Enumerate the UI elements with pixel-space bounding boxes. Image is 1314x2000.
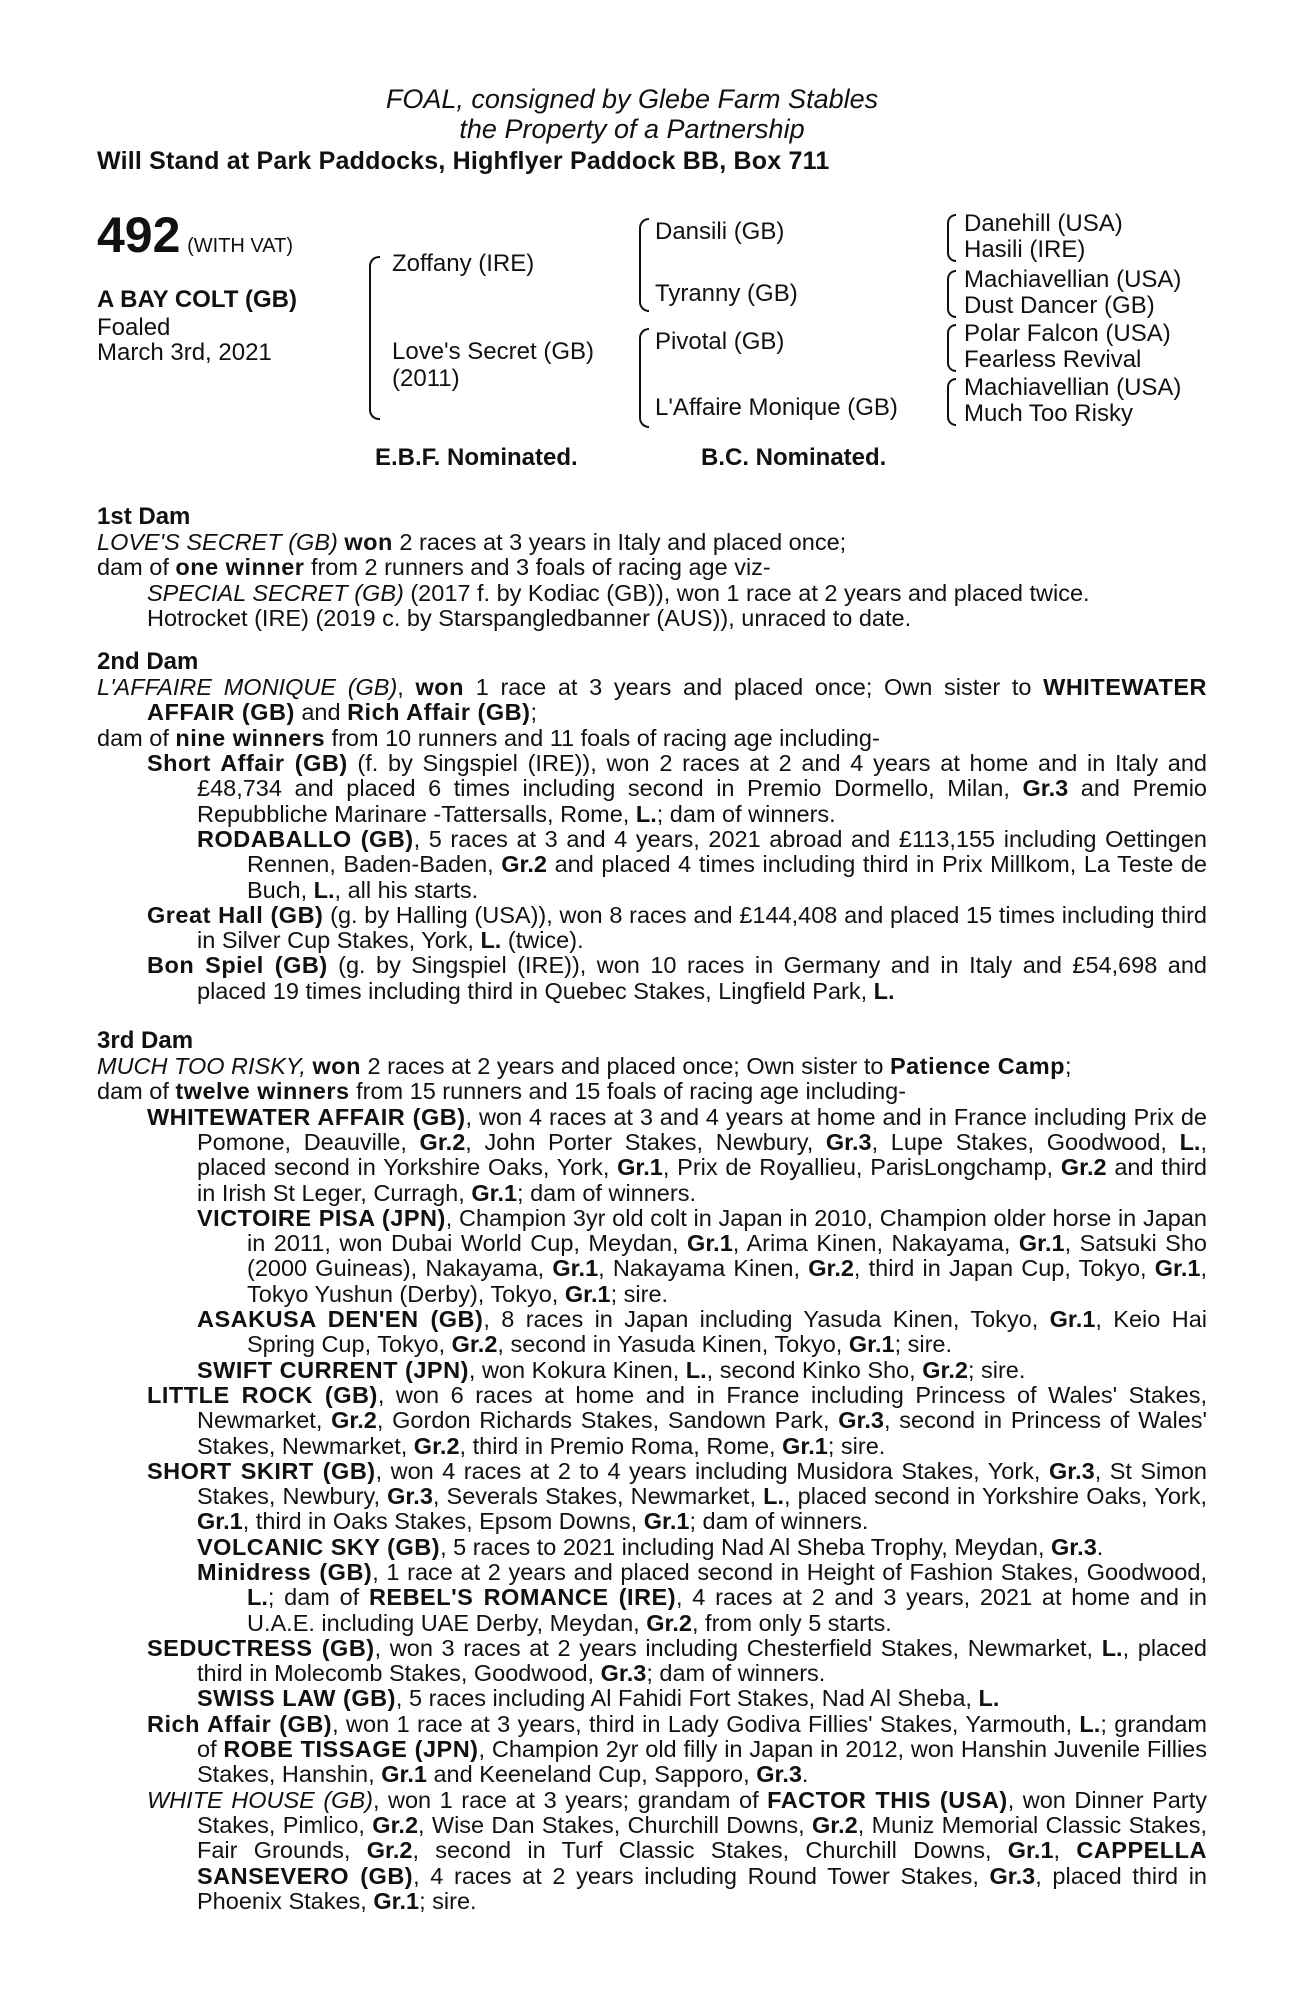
dam-dam: L'Affaire Monique (GB) bbox=[655, 394, 898, 421]
produce-item: VOLCANIC SKY (GB), 5 races to 2021 including Nad Al Sheba Trophy, Meydan, Gr.3. bbox=[197, 1533, 1104, 1560]
foaled-label: Foaled bbox=[97, 314, 171, 341]
produce-item: VICTOIRE PISA (JPN), Champion 3yr old colt in Japan in 2010, Champion older horse in Japan in 2011, won Dubai World Cup, Meydan, Gr.1, Arima Kinen, Nakayama, Gr.1, Satsuki Sho (2000 Guineas), Nakayama, Gr.1, Nakayama Kinen, Gr.2, third in Japan Cup, Tokyo, Gr.1, Tokyo Yushun (Derby), Tokyo, Gr.1; sire. bbox=[197, 1204, 1207, 1307]
bracket-sire-dam bbox=[369, 256, 380, 420]
vat-label: (WITH VAT) bbox=[187, 235, 294, 257]
granddam-line-8: Much Too Risky bbox=[964, 400, 1133, 427]
granddam-line-2: Hasili (IRE) bbox=[964, 236, 1086, 263]
produce-item: RODABALLO (GB), 5 races at 3 and 4 years, 2021 abroad and £113,155 including Oettingen Rennen, Baden-Baden, Gr.2 and placed 4 times including third in Prix Millkom, La Teste de Buch, L., all his starts. bbox=[197, 825, 1207, 903]
dam-name: Love's Secret (GB) bbox=[392, 338, 594, 365]
produce-item: Hotrocket (IRE) (2019 c. by Starspangledbanner (AUS)), unraced to date. bbox=[147, 604, 912, 631]
bracket-g2 bbox=[947, 270, 956, 318]
second-dam-heading: 2nd Dam bbox=[97, 648, 199, 676]
sire-name: Zoffany (IRE) bbox=[392, 250, 535, 277]
sire-sire: Dansili (GB) bbox=[655, 218, 785, 245]
stand-location: Will Stand at Park Paddocks, Highflyer Paddock BB, Box 711 bbox=[97, 147, 830, 175]
bracket-g1 bbox=[947, 214, 956, 262]
horse-title: A BAY COLT (GB) bbox=[97, 286, 298, 313]
produce-item: LITTLE ROCK (GB), won 6 races at home and in France including Princess of Wales' Stakes, Newmarket, Gr.2, Gordon Richards Stakes, Sandown Park, Gr.3, second in Princess of Wales' Stakes, Newmarket, Gr.2, third in Premio Roma, Rome, Gr.1; sire. bbox=[147, 1381, 1208, 1459]
produce-item: Bon Spiel (GB) (g. by Singspiel (IRE)), won 10 races in Germany and in Italy and £54,698 and placed 19 times including third in Quebec Stakes, Lingfield Park, L. bbox=[147, 952, 1207, 1004]
first-dam-heading: 1st Dam bbox=[97, 503, 191, 530]
third-dam-summary: MUCH TOO RISKY, won 2 races at 2 years and placed once; Own sister to Patience Camp; bbox=[97, 1053, 1072, 1080]
granddam-line-7: Machiavellian (USA) bbox=[964, 374, 1182, 401]
produce-item: SPECIAL SECRET (GB) (2017 f. by Kodiac (GB)), won 1 race at 2 years and placed twice. bbox=[147, 579, 1090, 606]
granddam-line-5: Polar Falcon (USA) bbox=[964, 320, 1171, 347]
produce-item: SEDUCTRESS (GB), won 3 races at 2 years including Chesterfield Stakes, Newmarket, L., placed third in Molecomb Stakes, Goodwood, Gr.3; dam of winners. bbox=[147, 1634, 1207, 1687]
bc-nomination: B.C. Nominated. bbox=[701, 444, 887, 471]
second-dam-section bbox=[97, 649, 1207, 1004]
consignor-line-1: FOAL, consigned by Glebe Farm Stables bbox=[385, 84, 879, 114]
bracket-dam-parents bbox=[639, 328, 649, 428]
produce-item: WHITEWATER AFFAIR (GB), won 4 races at 3 and 4 years at home and in France including Prix de Pomone, Deauville, Gr.2, John Porter Stakes, Newbury, Gr.3, Lupe Stakes, Goodwood, L., placed second in Yorkshire Oaks, York, Gr.1, Prix de Royallieu, ParisLongchamp, Gr.2 and third in Irish St Leger, Curragh, Gr.1; dam of winners. bbox=[147, 1103, 1208, 1206]
foaling-date: March 3rd, 2021 bbox=[97, 339, 272, 366]
third-dam-produce: dam of twelve winners from 15 runners and 15 foals of racing age including- bbox=[97, 1078, 907, 1105]
produce-item: Rich Affair (GB), won 1 race at 3 years, third in Lady Godiva Fillies' Stakes, Yarmouth, L.; grandam of ROBE TISSAGE (JPN), Champion 2yr old filly in Japan in 2012, won Hanshin Juvenile Fillies Stakes, Hanshin, Gr.1 and Keeneland Cup, Sapporo, Gr.3. bbox=[147, 1710, 1207, 1788]
lot-number-block bbox=[97, 207, 294, 263]
third-dam-section bbox=[97, 1028, 1207, 1914]
produce-item: Great Hall (GB) (g. by Halling (USA)), won 8 races and £144,408 and placed 15 times including third in Silver Cup Stakes, York, L. (twice). bbox=[147, 901, 1207, 954]
pedigree-table bbox=[97, 207, 1207, 502]
produce-item: Short Affair (GB) (f. by Singspiel (IRE)), won 2 races at 2 and 4 years at home and in Italy and £48,734 and placed 6 times including second in Premio Dormello, Milan, Gr.3 and Premio Repubbliche Marinare -Tattersalls, Rome, L.; dam of winners. bbox=[147, 750, 1207, 827]
produce-item: SWIFT CURRENT (JPN), won Kokura Kinen, L., second Kinko Sho, Gr.2; sire. bbox=[197, 1356, 1026, 1383]
produce-item: SHORT SKIRT (GB), won 4 races at 2 to 4 years including Musidora Stakes, York, Gr.3, St Simon Stakes, Newbury, Gr.3, Severals Stakes, Newmarket, L., placed second in Yorkshire Oaks, York, Gr.1, third in Oaks Stakes, Epsom Downs, Gr.1; dam of winners. bbox=[147, 1457, 1207, 1535]
first-dam-section bbox=[97, 504, 1207, 631]
dam-year: (2011) bbox=[392, 365, 460, 392]
first-dam-summary: LOVE'S SECRET (GB) won 2 races at 3 years in Italy and placed once; bbox=[97, 529, 847, 555]
bracket-g3 bbox=[947, 324, 956, 372]
produce-item: SWISS LAW (GB), 5 races including Al Fahidi Fort Stakes, Nad Al Sheba, L. bbox=[197, 1685, 1000, 1712]
sire-dam: Tyranny (GB) bbox=[655, 280, 798, 307]
produce-item: WHITE HOUSE (GB), won 1 race at 3 years; grandam of FACTOR THIS (USA), won Dinner Party Stakes, Pimlico, Gr.2, Wise Dan Stakes, Churchill Downs, Gr.2, Muniz Memorial Classic Stakes, Fair Grounds, Gr.2, second in Turf Classic Stakes, Churchill Downs, Gr.1, CAPPELLA SANSEVERO (GB), 4 races at 2 years including Round Tower Stakes, Gr.3, placed third in Phoenix Stakes, Gr.1; sire. bbox=[147, 1786, 1207, 1914]
lot-number: 492 bbox=[97, 207, 181, 263]
granddam-line-1: Danehill (USA) bbox=[964, 210, 1123, 237]
produce-item: ASAKUSA DEN'EN (GB), 8 races in Japan including Yasuda Kinen, Tokyo, Gr.1, Keio Hai Spring Cup, Tokyo, Gr.2, second in Yasuda Kinen, Tokyo, Gr.1; sire. bbox=[197, 1306, 1207, 1358]
granddam-line-4: Dust Dancer (GB) bbox=[964, 292, 1155, 319]
first-dam-produce: dam of one winner from 2 runners and 3 foals of racing age viz- bbox=[97, 554, 771, 581]
second-dam-summary: L'AFFAIRE MONIQUE (GB), won 1 race at 3 years and placed once; Own sister to WHITEWATER AFFAIR (GB) and Rich Affair (GB); bbox=[97, 674, 1207, 726]
dam-sire: Pivotal (GB) bbox=[655, 328, 785, 355]
third-dam-heading: 3rd Dam bbox=[97, 1027, 194, 1055]
ebf-nomination: E.B.F. Nominated. bbox=[375, 444, 578, 471]
second-dam-produce: dam of nine winners from 10 runners and 11 foals of racing age including- bbox=[97, 724, 880, 751]
produce-item: Minidress (GB), 1 race at 2 years and placed second in Height of Fashion Stakes, Goodwood, L.; dam of REBEL'S ROMANCE (IRE), 4 races at 2 and 3 years, 2021 at home and in U.A.E. including UAE Derby, Meydan, Gr.2, from only 5 starts. bbox=[197, 1558, 1207, 1636]
catalogue-page bbox=[97, 84, 1207, 1914]
granddam-line-6: Fearless Revival bbox=[964, 346, 1142, 373]
bracket-sire-parents bbox=[639, 218, 649, 312]
bracket-g4 bbox=[947, 378, 956, 426]
consignor-line-2: the Property of a Partnership bbox=[459, 114, 805, 144]
granddam-line-3: Machiavellian (USA) bbox=[964, 266, 1182, 293]
